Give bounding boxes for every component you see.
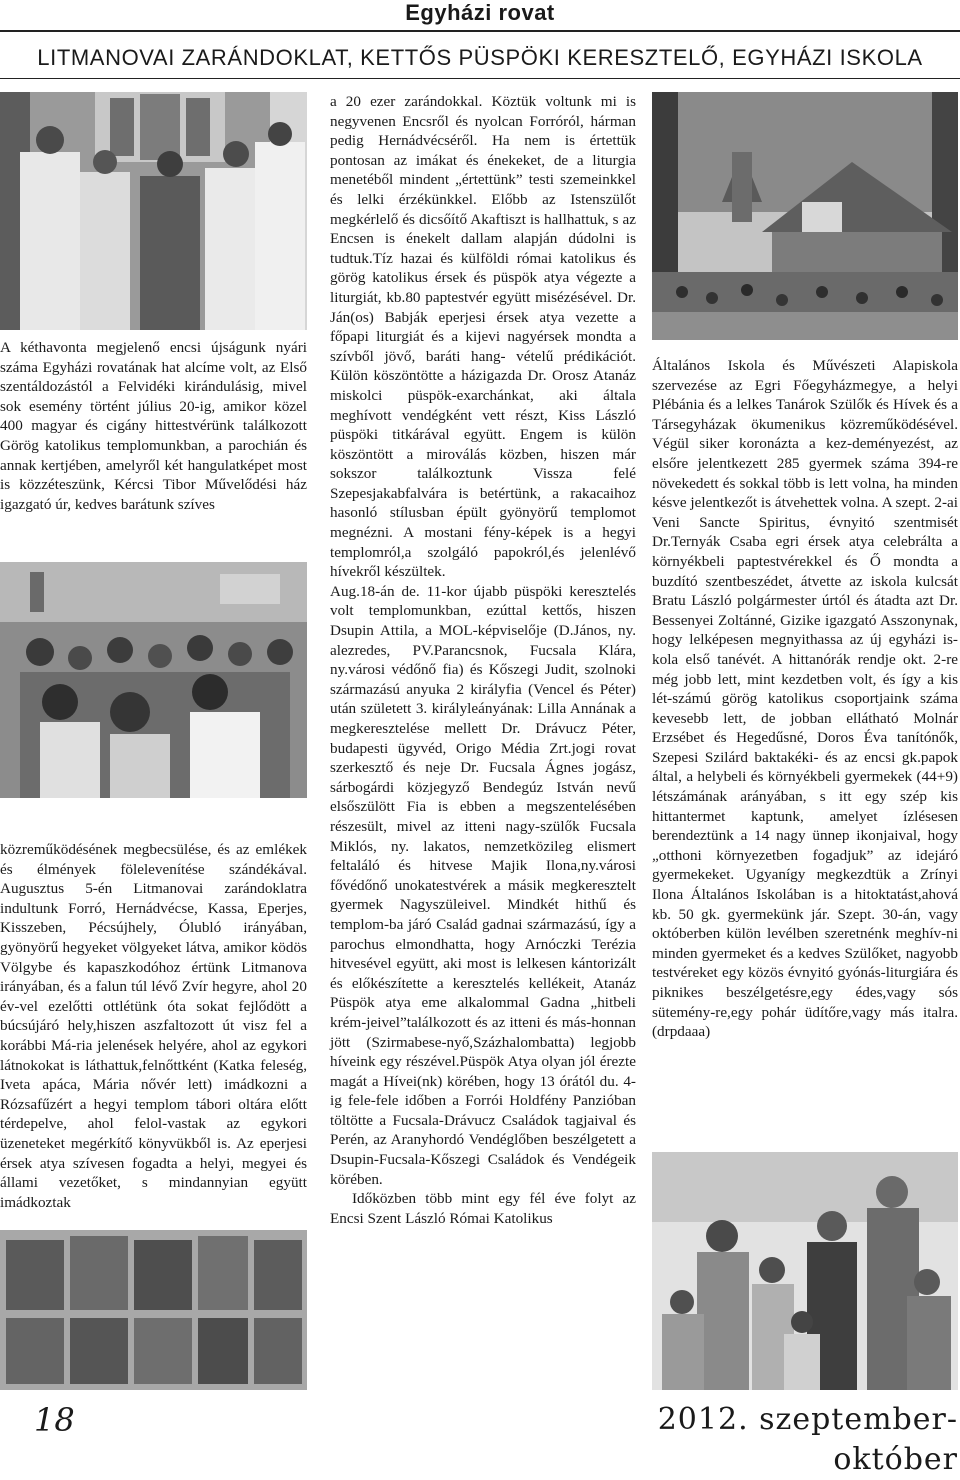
title-rule [0, 78, 960, 79]
column1-continued [0, 840, 307, 1212]
header-rule [0, 30, 960, 32]
section-tag: Egyházi rovat [405, 0, 555, 25]
photo-congregation [0, 562, 307, 798]
column1-intro [0, 338, 307, 514]
photo-litmanova-shrine [652, 92, 958, 340]
column2-paragraph-1: a 20 ezer zarándokkal. Köztük voltunk mi is negyvenen Encsről és nyolcan Forróról, hárman pedig Hernádvécséről. Ha nem is értettük pontosan az imákat és énekeket, de a liturgia menetéből mindent „értettünk” testi szemeinkkel és lelki érzékünkkel. Előbb az Istenszülőt megkérlelő és dicsőítő Akaftiszt is hallhattuk, s az Encsen is énekelt dallam alapján dúdolni is tudtuk.Tíz hazai és külföldi római katolikus és görög katolikus érsek és püspök atya végezte a liturgiát, kb.80 paptestvér együtt misézésével. Dr. Ján(os) Babják eperjesi érsek atya vezette a főpapi liturgiát és a kijevi nagyérsek mondta a szívből jövő, baráti hang- vételű prédikációt. Külön köszöntötte a házigazda Dr. Orosz Atanáz miskolci püspök-exarchánkat, aki általa meghívott vendégként vett részt, Kiss László püspöki titkárával együtt. Engem is külön köszöntött a miroválás közben, hiszen már sokszor találkoztunk Vissza felé Szepesjakabfalvára is betértünk, a rakacaihoz hasonló stílusban épült gyönyörű templomot megnézni. A mostani fény-képek is a hegyi templomról,a szolgáló papokról,és jelenlévő hívekről készültek. [330, 93, 636, 581]
page-title: LITMANOVAI ZARÁNDOKLAT, KETTŐS PÜSPÖKI KERESZTELŐ, EGYHÁZI ISKOLA [37, 45, 923, 70]
column2-paragraph-2: Aug.18-án de. 11-kor újabb püspöki keresztelés volt templomunkban, ezúttal kettős, hiszen Dsupin Attila, a MOL-képviselője (D.János, ny. alezredes, PV.Parancsnok, Fucsala Klára, ny.városi védőnő fia) és Kőszegi Judit, szolnoki származású anyuka 2 királyfia (Vencel és Péter) után született 3. királyleányának: Lilla Annának a megkeresztelése mellett Dr. Drávucz Péter, budapesti ügyvéd, Origo Média Zrt.jogi rovat szerkesztő és neje Dr. Fucsala Ágnes jogász, sárbogárdi közjegyző Bendegúz István nevű elsőszülött Fia is ebben a megszentelésében részesült, mivel az itteni nagy-szülők Fucsala Miklós, ny. lakatos, nemzetközileg elismert feltaláló és hitvese Majik Ilona,ny.városi fővédőnő unokatestvérek a másik megkeresztelt gyermek Nagyszüleivel. Mindkét hithű és templom-ba járó Család gadnai származású, így a parochus elmondhatta, hogy Arnóczki Terézia hitvesével együtt, aki most is lelkesen kántorizált és előkészítette a keresztelés kellékeit, Atanáz Püspök atya eme alkalommal Gadna „hitbeli krém-jeivel”találkozott és az itteni és más-honnan jött (Szirmabese-nyő,Százhalombatta) legjobb híveink egy részével.Püspök Atya olyan jól érezte magát a Hívei(nk) körében, hogy 13 órától du. 4-ig fele-fele időben a Forrói Holdfény Panzióban töltötte a Fucsala-Drávucz Családok tagjaival és Perén, az Aranyhordó Vendéglőben beszélgetett a Dsupin-Fucsala-Kőszegi Családok és Vendégeik körében. [330, 582, 636, 1188]
column3-paragraph-1: Általános Iskola és Művészeti Alapiskola szervezése az Egri Főegyházmegye, a helyi Plébánia és a lelkes Tanárok Szülők és Hívek és a Társegyházak ökumenikus közreműködésével. Végül siker koronázta a kez-deményezést, az elsőre jelentkezett 285 gyermek száma 394-re növekedett és sokkal több is lett volna, ha minden késve jelentkezőt is átvehettek volna. A szept. 2-ai Veni Sancte Spiritus, évnyitó szentmisét Dr.Ternyák Csaba egri érsek atya celebrálta a környékbeli paptestvérekkel és Ő mondta a buzdító szentbeszédet, átvette az iskola kulcsát Bratu László polgármester úrtól és átadta azt Dr. Bessenyei Zoltánné, Gizike igazgató Asszonynak, hogy lelképesen megnyithassa az új egyházi is-kola első tanévét. A hittanórák rendje okt. 2-re még jobb lett, mint kezdetben volt, és így a kis lét-számú görög katolikus csoportjaink száma kevesebb lett, de jobban ellátható Molnár Erzsébet és Hegedűsné, Doros Éva tanítónők, Szepesi Szilárd baktakéki- és az encsi gk.papok által, a helybeli és környékbeli gyermekek (44+9) létszámának arányában, s itt egy szép kis hittantermet kaptunk, amelyet ízlésesen berendeztünk a 14 nagy ünnep ikonjaival, hogy „otthoni környezetben fogadjuk” az idejáró gyermekeket. Ugyanígy megkezdtük a Zrínyi Ilona Általános Iskolában is a hitoktatást,ahová kb. 50 gk. gyermekünk jár. Szept. 30-án, vagy októberben külön levélben szeretnénk meghív-ni minden gyermeket és a kedves Szülőket, nagyobb testvéreket egy közös évnyitó gyónás-liturgiára és piknikes beszélgetésre,egy édes,vagy sós sütemény-re,egy pohár üdítőre,vagy más italra.(drpdaaa) [652, 357, 958, 1041]
photo-family-group [652, 1152, 958, 1390]
page-number: 18 [34, 1401, 75, 1439]
column3 [652, 356, 958, 1042]
column1-paragraph-2: közreműködésének megbecsülése, és az emlékek és élmények fölelevenítése szándékával. Augusztus 5-én Litmanovai zarándoklatra indultunk Forró, Hernádvécse, Kassa, Eperjes, Kisszeben, Pécsújhely, Ólubló irányában, gyönyörű hegyeket völgyeket látva, amikor ködös Völgybe és kapaszkodóhoz értünk Litmanova irányában, és a falun túl lévő Zvír hegyre, ahol 20 év-vel ezelőtti ottlétünk óta sokat fejlődött a búcsújáró hely,hiszen aszfaltozott út visz fel a korábbi Má-ria jelenések helyére, ahol az egykori látnokokat is láthattuk,felnőttként (Katka feleség, Iveta apáca, Mária nővér lett) imádkozni a Rózsafűzért a hegyi templom tábori oltára előtt térdepelve, ahol felol-vastak az egykori üzeneteket megérkítő könyvükből is. Az eperjesi érsek atya szívesen fogadta a helyi, megyei és állami vezetőket, s mindannyian együtt imádkoztak [0, 841, 307, 1211]
column1-paragraph-1: A kéthavonta megjelenő encsi újságunk nyári száma Egyházi rovatának hat alcíme volt, az Első szentáldozástól a Felvidéki kirándulásig, mivel sok esemény történt július 20-ig, amikor közel 400 magyar és cigány hittestvérünk találkozott Görög katolikus templomunkban, a parochián és annak kertjében, amelyről két hangulatképet most is közzéteszünk, Kércsi Tibor Művelődési ház igazgató úr, kedves barátunk szíves [0, 339, 307, 513]
column2-paragraph-3: Időközben több mint egy fél éve folyt az Encsi Szent László Római Katolikus [330, 1190, 636, 1227]
photo-clergy-liturgy [0, 92, 307, 330]
issue-date: 2012. szeptember-október [657, 1402, 958, 1477]
photo-icons [0, 1230, 307, 1390]
column2 [330, 92, 636, 1228]
